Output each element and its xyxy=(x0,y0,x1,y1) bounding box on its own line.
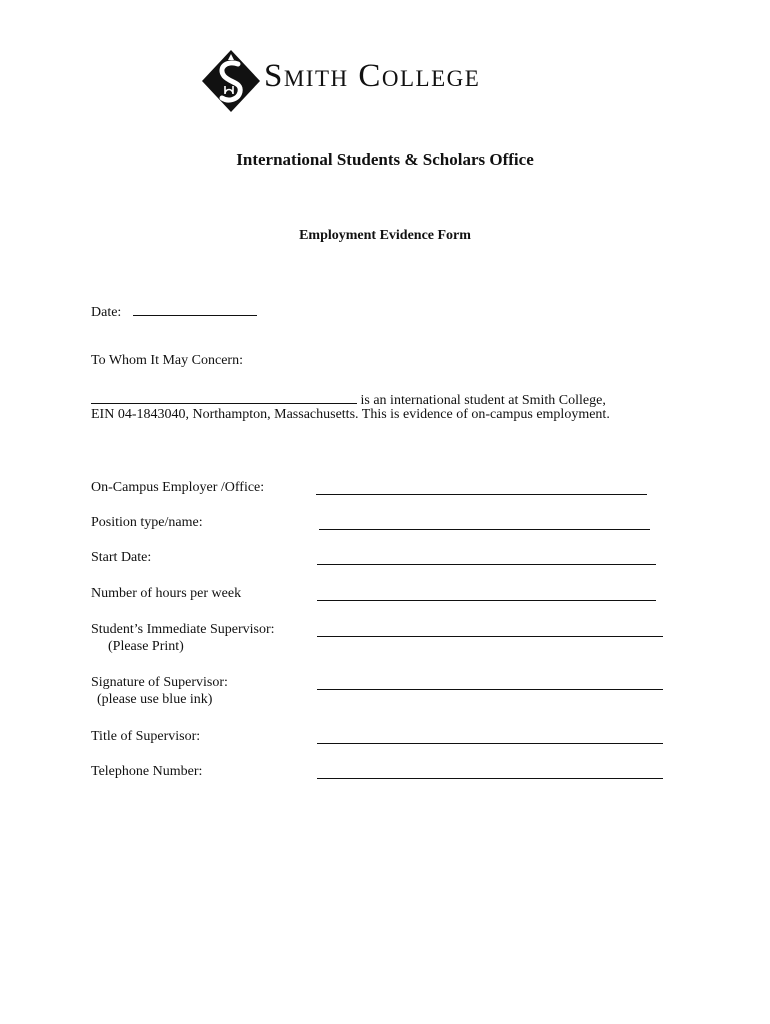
date-label: Date: xyxy=(91,305,122,320)
statement-line-2: EIN 04-1843040, Northampton, Massachusetts. This is evidence of on-campus employment. xyxy=(91,407,610,422)
hours-label: Number of hours per week xyxy=(91,586,242,601)
title-label: Title of Supervisor: xyxy=(91,729,201,744)
form-title: Employment Evidence Form xyxy=(299,228,471,243)
signature-label: Signature of Supervisor: xyxy=(91,675,228,690)
supervisor-blank[interactable] xyxy=(317,635,663,637)
signature-blank[interactable] xyxy=(317,688,663,690)
employer-blank[interactable] xyxy=(316,493,647,495)
student-name-blank[interactable] xyxy=(91,389,357,404)
date-blank[interactable] xyxy=(133,301,257,316)
office-title: International Students & Scholars Office xyxy=(236,150,534,169)
title-blank[interactable] xyxy=(317,742,663,744)
supervisor-label: Student’s Immediate Supervisor: xyxy=(91,622,275,637)
smith-college-logo xyxy=(200,48,580,114)
position-label: Position type/name: xyxy=(91,515,203,530)
telephone-blank[interactable] xyxy=(317,777,663,779)
position-blank[interactable] xyxy=(319,528,650,530)
signature-sub: (please use blue ink) xyxy=(97,692,213,707)
start-date-label: Start Date: xyxy=(91,550,152,565)
start-date-blank[interactable] xyxy=(317,563,656,565)
supervisor-sub: (Please Print) xyxy=(108,639,184,654)
employer-label: On-Campus Employer /Office: xyxy=(91,480,265,495)
statement-line-1 xyxy=(91,389,606,409)
hours-blank[interactable] xyxy=(317,599,656,601)
logo-text: Smith College xyxy=(264,58,481,94)
smith-college-seal-icon xyxy=(200,48,262,114)
date-row xyxy=(91,301,257,321)
greeting: To Whom It May Concern: xyxy=(91,353,243,368)
telephone-label: Telephone Number: xyxy=(91,764,203,779)
statement-suffix: is an international student at Smith College, xyxy=(357,393,606,408)
